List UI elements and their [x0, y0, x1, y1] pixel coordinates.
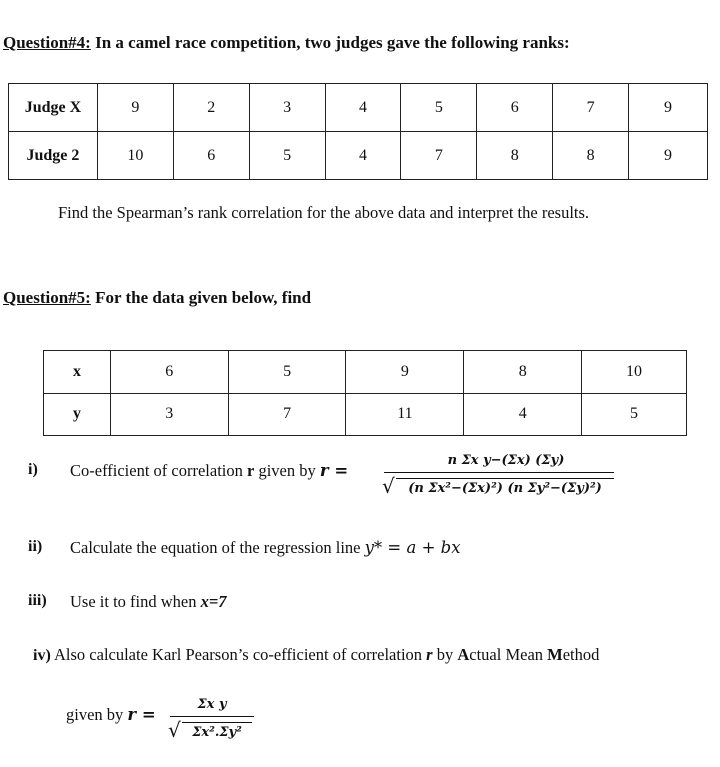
item-iv-var: r [426, 645, 433, 664]
item-i-text [70, 461, 348, 481]
q4-cell: 3 [249, 84, 325, 132]
q5-cell: 5 [582, 393, 687, 436]
item-i-numerator: n Σx y−(Σx) (Σy) [447, 453, 565, 468]
q4-cell: 10 [97, 132, 173, 180]
item-iv-text-1: Also calculate Karl Pearson’s co-efficient of correlation [50, 645, 427, 664]
given-denominator-wrap [180, 723, 254, 741]
item-i-numerator-wrap [395, 451, 617, 469]
q5-row-x [44, 351, 687, 394]
q4-cell: 7 [401, 132, 477, 180]
q5-cell: 5 [228, 351, 346, 394]
q5-cell: 8 [464, 351, 582, 394]
q4-cell: 9 [629, 132, 708, 180]
q4-rank-table [8, 83, 708, 180]
q4-cell: 9 [629, 84, 708, 132]
q4-cell: 5 [249, 132, 325, 180]
item-i-fraction-line [384, 472, 614, 473]
item-i-var: r [247, 461, 255, 480]
item-iii-formula: x=7 [200, 592, 227, 611]
item-iv-a-bold: A [457, 645, 470, 664]
given-sqrt-icon: √ [168, 718, 181, 742]
item-ii-text-body: Calculate the equation of the regression line [70, 538, 365, 557]
item-iv-label: iv) [33, 647, 51, 664]
q4-number: Question#4: [3, 33, 91, 52]
item-i-label: i) [28, 461, 38, 478]
q5-cell: 4 [464, 393, 582, 436]
item-i-sqrt-icon: √ [382, 474, 395, 498]
q5-cell: 11 [346, 393, 464, 436]
q4-row-label: Judge X [9, 84, 98, 132]
q5-cell: 6 [110, 351, 228, 394]
given-denominator: Σx².Σy² [192, 725, 242, 740]
q5-text: For the data given below, find [90, 288, 312, 307]
item-iv-text-2: by [432, 645, 458, 664]
q4-cell: 7 [553, 84, 629, 132]
item-i-denominator-wrap [394, 479, 616, 497]
q4-cell: 9 [97, 84, 173, 132]
item-iv-text-4: ethod [562, 645, 600, 664]
q5-row-label: x [44, 351, 111, 394]
item-ii-formula: y* = a + bx [364, 538, 461, 557]
item-iii-text [70, 592, 227, 612]
item-iv-m-bold: M [547, 645, 563, 664]
q4-text: In a camel race competition, two judges gave the following ranks: [90, 33, 570, 52]
item-i-text-before: Co-efficient of correlation [70, 461, 247, 480]
q5-cell: 9 [346, 351, 464, 394]
given-lhs: r = [127, 705, 156, 724]
item-iii-text-body: Use it to find when [70, 592, 201, 611]
q4-row-label: Judge 2 [9, 132, 98, 180]
q4-cell: 8 [477, 132, 553, 180]
q4-cell: 5 [401, 84, 477, 132]
item-i-denominator: (n Σx²−(Σx)²) (n Σy²−(Σy)²) [408, 481, 602, 496]
q5-heading [3, 288, 311, 308]
given-fraction-line [170, 716, 254, 717]
q4-cell: 4 [325, 84, 401, 132]
q5-row-label: y [44, 393, 111, 436]
item-iii-label: iii) [28, 592, 47, 609]
q4-cell: 4 [325, 132, 401, 180]
given-text-body: given by [66, 705, 128, 724]
item-ii-text [70, 538, 461, 558]
q4-cell: 6 [173, 132, 249, 180]
q5-cell: 7 [228, 393, 346, 436]
item-iv-text-3: ctual Mean [469, 645, 548, 664]
q4-cell: 2 [173, 84, 249, 132]
given-numerator-wrap [172, 695, 252, 713]
item-i-text-after: given by [254, 461, 320, 480]
q5-data-table [43, 350, 687, 436]
item-ii-label: ii) [28, 538, 43, 555]
item-iv-text [33, 645, 599, 665]
item-i-lhs: r = [319, 461, 349, 480]
given-numerator: Σx y [197, 697, 227, 712]
q4-row-judge-x [9, 84, 708, 132]
q4-heading [3, 33, 570, 53]
q4-row-judge-2 [9, 132, 708, 180]
q4-cell: 6 [477, 84, 553, 132]
q4-cell: 8 [553, 132, 629, 180]
q5-cell: 3 [110, 393, 228, 436]
q5-row-y [44, 393, 687, 436]
q4-instruction: Find the Spearman’s rank correlation for the above data and interpret the results. [58, 203, 590, 222]
q5-cell: 10 [582, 351, 687, 394]
q5-number: Question#5: [3, 288, 91, 307]
given-text [66, 705, 156, 725]
